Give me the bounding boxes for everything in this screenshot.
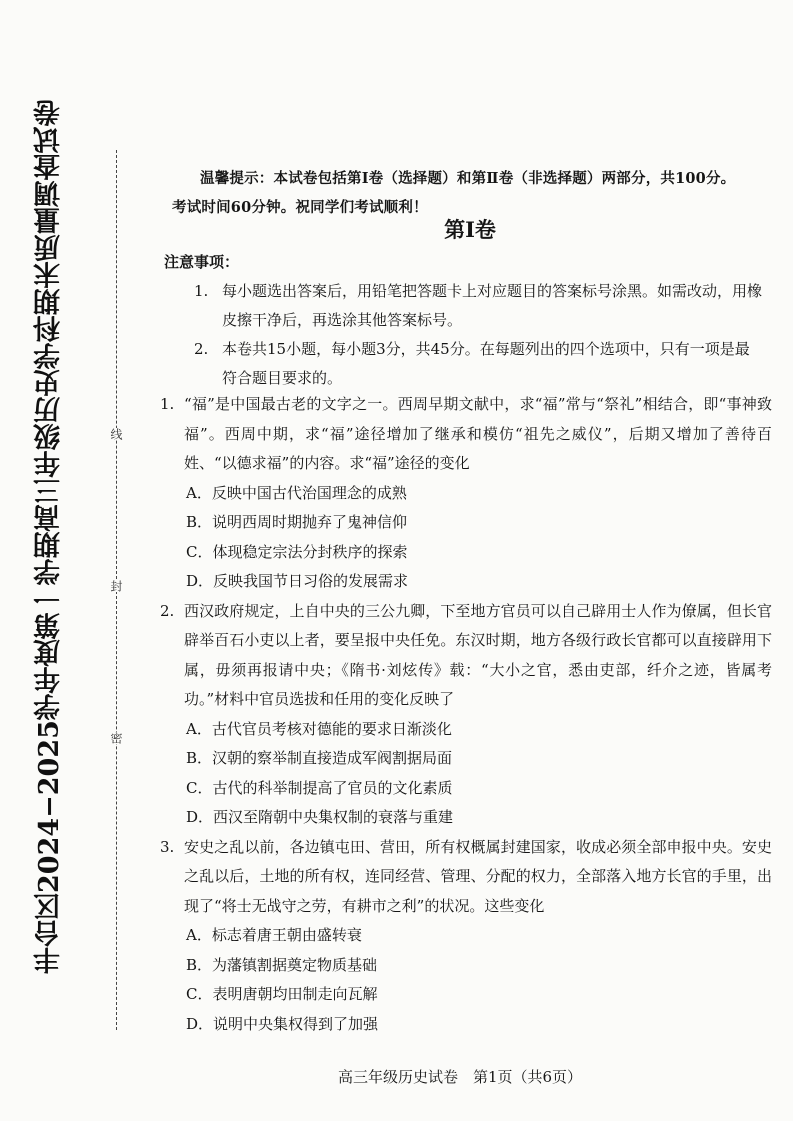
- question-3: [160, 833, 772, 1040]
- option-a: A．标志着唐王朝由盛转衰: [186, 926, 362, 944]
- option-a: A．反映中国古代治国理念的成熟: [186, 483, 407, 502]
- reminder-line-1: 温馨提示：本试卷包括第Ⅰ卷（选择题）和第Ⅱ卷（非选择题）两部分，共100分。: [200, 170, 736, 187]
- binding-mark-line: 线: [109, 428, 123, 440]
- page-footer: 高三年级历史试卷 第1页（共6页）: [337, 1068, 583, 1086]
- notice-heading: 注意事项：: [164, 253, 240, 271]
- notice-item-number: 2.: [194, 340, 209, 358]
- option-b: B．为藩镇割据奠定物质基础: [186, 955, 378, 974]
- notice-item-number: 1.: [194, 282, 209, 300]
- option-list: [160, 921, 772, 1039]
- option-a: A．古代官员考核对德能的要求日渐淡化: [186, 719, 452, 738]
- question-stem: 西汉政府规定，上自中央的三公九卿，下至地方官员可以自己辟用士人作为僚属，但长官辟举百石小吏以上者，要呈报中央任免。东汉时期，地方各级行政长官都可以直接辟用下属，毋须再报请中央；《隋书·刘炫传》载：“大小之官，悉由吏部，纤介之迹，皆属考功。”材料中官员选拔和任用的变化反映了: [184, 601, 772, 708]
- option-d: D．反映我国节日习俗的发展需求: [186, 572, 409, 590]
- option-list: [160, 715, 772, 833]
- question-number: 2.: [160, 601, 175, 620]
- binding-mark-secret: 密: [109, 732, 123, 744]
- notice-item-text: 本卷共15小题，每小题3分，共45分。在每题列出的四个选项中，只有一项是最符合题目要求的。: [222, 340, 750, 387]
- question-2: [160, 597, 772, 833]
- option-c: C．表明唐朝均田制走向瓦解: [186, 985, 378, 1003]
- notice-item: [194, 277, 764, 335]
- question-stem: “福”是中国最古老的文字之一。西周早期文献中，求“福”常与“祭礼”相结合，即“事神致福”。西周中期，求“福”途径增加了继承和模仿“祖先之威仪”，后期又增加了善待百姓、“以德求福”的内容。求“福”途径的变化: [184, 395, 772, 472]
- question-number: 3.: [160, 837, 175, 856]
- question-number: 1.: [160, 395, 175, 413]
- option-list: [160, 479, 772, 597]
- option-c: C．古代的科举制提高了官员的文化素质: [186, 778, 453, 797]
- option-b: B．汉朝的察举制直接造成军阀割据局面: [186, 749, 453, 767]
- question-1: [160, 390, 772, 597]
- question-list: [160, 390, 772, 1039]
- binding-mark-seal: 封: [109, 580, 123, 592]
- option-b: B．说明西周时期抛弃了鬼神信仰: [186, 513, 408, 531]
- section-title: 第Ⅰ卷: [444, 217, 496, 242]
- notice-item-text: 每小题选出答案后，用铅笔把答题卡上对应题目的答案标号涂黑。如需改动，用橡皮擦干净后，再选涂其他答案标号。: [222, 282, 763, 329]
- exam-title-vertical: 丰台区2024−2025学年度第一学期高三年级历史学科期末质量调查试卷: [34, 99, 65, 974]
- notice-list: [194, 277, 764, 393]
- notice-item: [194, 335, 764, 393]
- option-d: D．西汉至隋朝中央集权制的衰落与重建: [186, 808, 454, 826]
- option-d: D．说明中央集权得到了加强: [186, 1014, 379, 1033]
- question-stem: 安史之乱以前，各边镇屯田、营田，所有权概属封建国家，收成必须全部申报中央。安史之乱以后，土地的所有权，连同经营、管理、分配的权力，全部落入地方长官的手里，出现了“将士无战守之劳，有耕市之利”的状况。这些变化: [184, 837, 772, 915]
- reminder-line-2: 考试时间60分钟。祝同学们考试顺利！: [172, 199, 428, 216]
- option-c: C．体现稳定宗法分封秩序的探索: [186, 542, 408, 561]
